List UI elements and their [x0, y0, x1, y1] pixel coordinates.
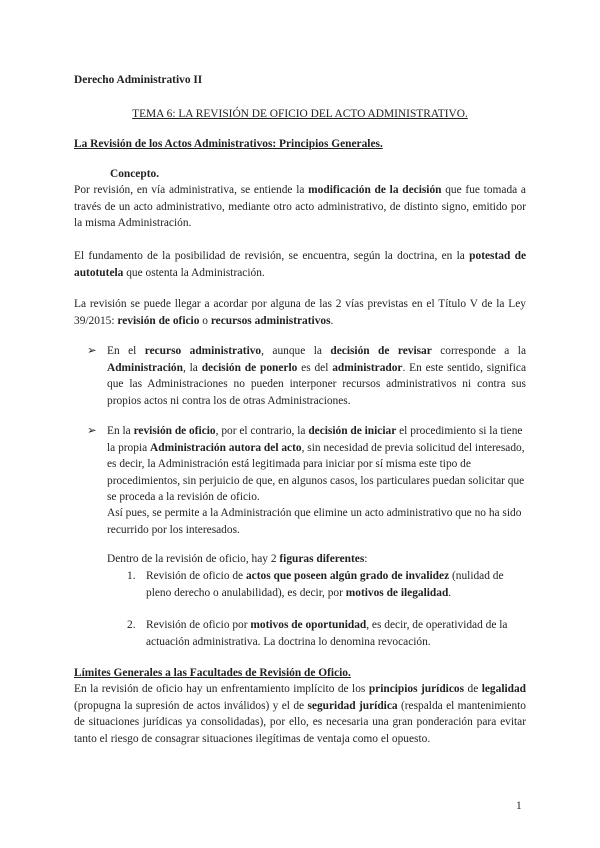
paragraph-vias: La revisión se puede llegar a acordar por alguna de las 2 vías previstas en el Título V de la Ley 39/2015: revisión de oficio o recursos administrativos.	[74, 298, 526, 327]
paragraph-concepto: Por revisión, en vía administrativa, se entiende la modificación de la decisión que fue tomada a través de un acto administrativo, mediante otro acto administrativo, de distinto signo, emitido por la misma Administración.	[74, 184, 526, 230]
paragraph-fundamento: El fundamento de la posibilidad de revisión, se encuentra, según la doctrina, en la potestad de autotutela que ostenta la Administración.	[74, 250, 526, 279]
paragraph-limites: En la revisión de oficio hay un enfrentamiento implícito de los principios jurídicos de legalidad (propugna la supresión de actos inválidos) y el de seguridad jurídica (respalda el mantenimiento de situaciones jurídicas ya consolidadas), por ello, es necesaria una gran ponderación para evitar tanto el riesgo de consagrar situaciones ilegítimas de ventaja como el opuesto.	[74, 683, 527, 745]
page-number: 1	[516, 800, 522, 812]
document-title: TEMA 6: LA REVISIÓN DE OFICIO DEL ACTO ADMINISTRATIVO.	[132, 108, 468, 120]
list-item-oportunidad: Revisión de oficio por motivos de oportunidad, es decir, de operatividad de la actuación administrativa. La doctrina lo denomina revocación.	[146, 619, 508, 648]
bullet-recurso-administrativo: En el recurso administrativo, aunque la decisión de revisar corresponde a la Administración, la decisión de ponerlo es del administrador. En este sentido, significa que las Administraciones no pueden interponer recursos administrativos ni contra sus propios actos ni contra los de otras Administraciones.	[107, 345, 526, 407]
list-number: 2.	[127, 619, 136, 631]
subject-heading: Derecho Administrativo II	[74, 74, 203, 86]
list-item-invalidez: Revisión de oficio de actos que poseen algún grado de invalidez (nulidad de pleno derecho o anulabilidad), es decir, por motivos de ilegalidad.	[146, 570, 504, 599]
bullet-revision-de-oficio-continuation: Así pues, se permite a la Administración que elimine un acto administrativo que no ha sido recurrido por los interesados.	[107, 507, 522, 536]
subheading-concepto: Concepto.	[110, 168, 160, 180]
bullet-revision-de-oficio: En la revisión de oficio, por el contrario, la decisión de iniciar el procedimiento si la tiene la propia Administración autora del acto, sin necesidad de previa solicitud del interesado, es decir, la Administración está legitimada para iniciar por sí misma este tipo de procedimientos, sin perjuicio de que, en algunos casos, los particulares puedan solicitar que se proceda a la revisión de oficio.	[107, 425, 525, 504]
section-heading-principios: La Revisión de los Actos Administrativos: Principios Generales.	[74, 138, 383, 150]
figures-intro: Dentro de la revisión de oficio, hay 2 figuras diferentes:	[107, 553, 368, 565]
list-number: 1.	[127, 570, 136, 582]
bullet-arrow-icon: ➢	[87, 345, 97, 357]
section-heading-limites: Límites Generales a las Facultades de Revisión de Oficio.	[74, 667, 351, 679]
bullet-arrow-icon: ➢	[87, 425, 97, 437]
